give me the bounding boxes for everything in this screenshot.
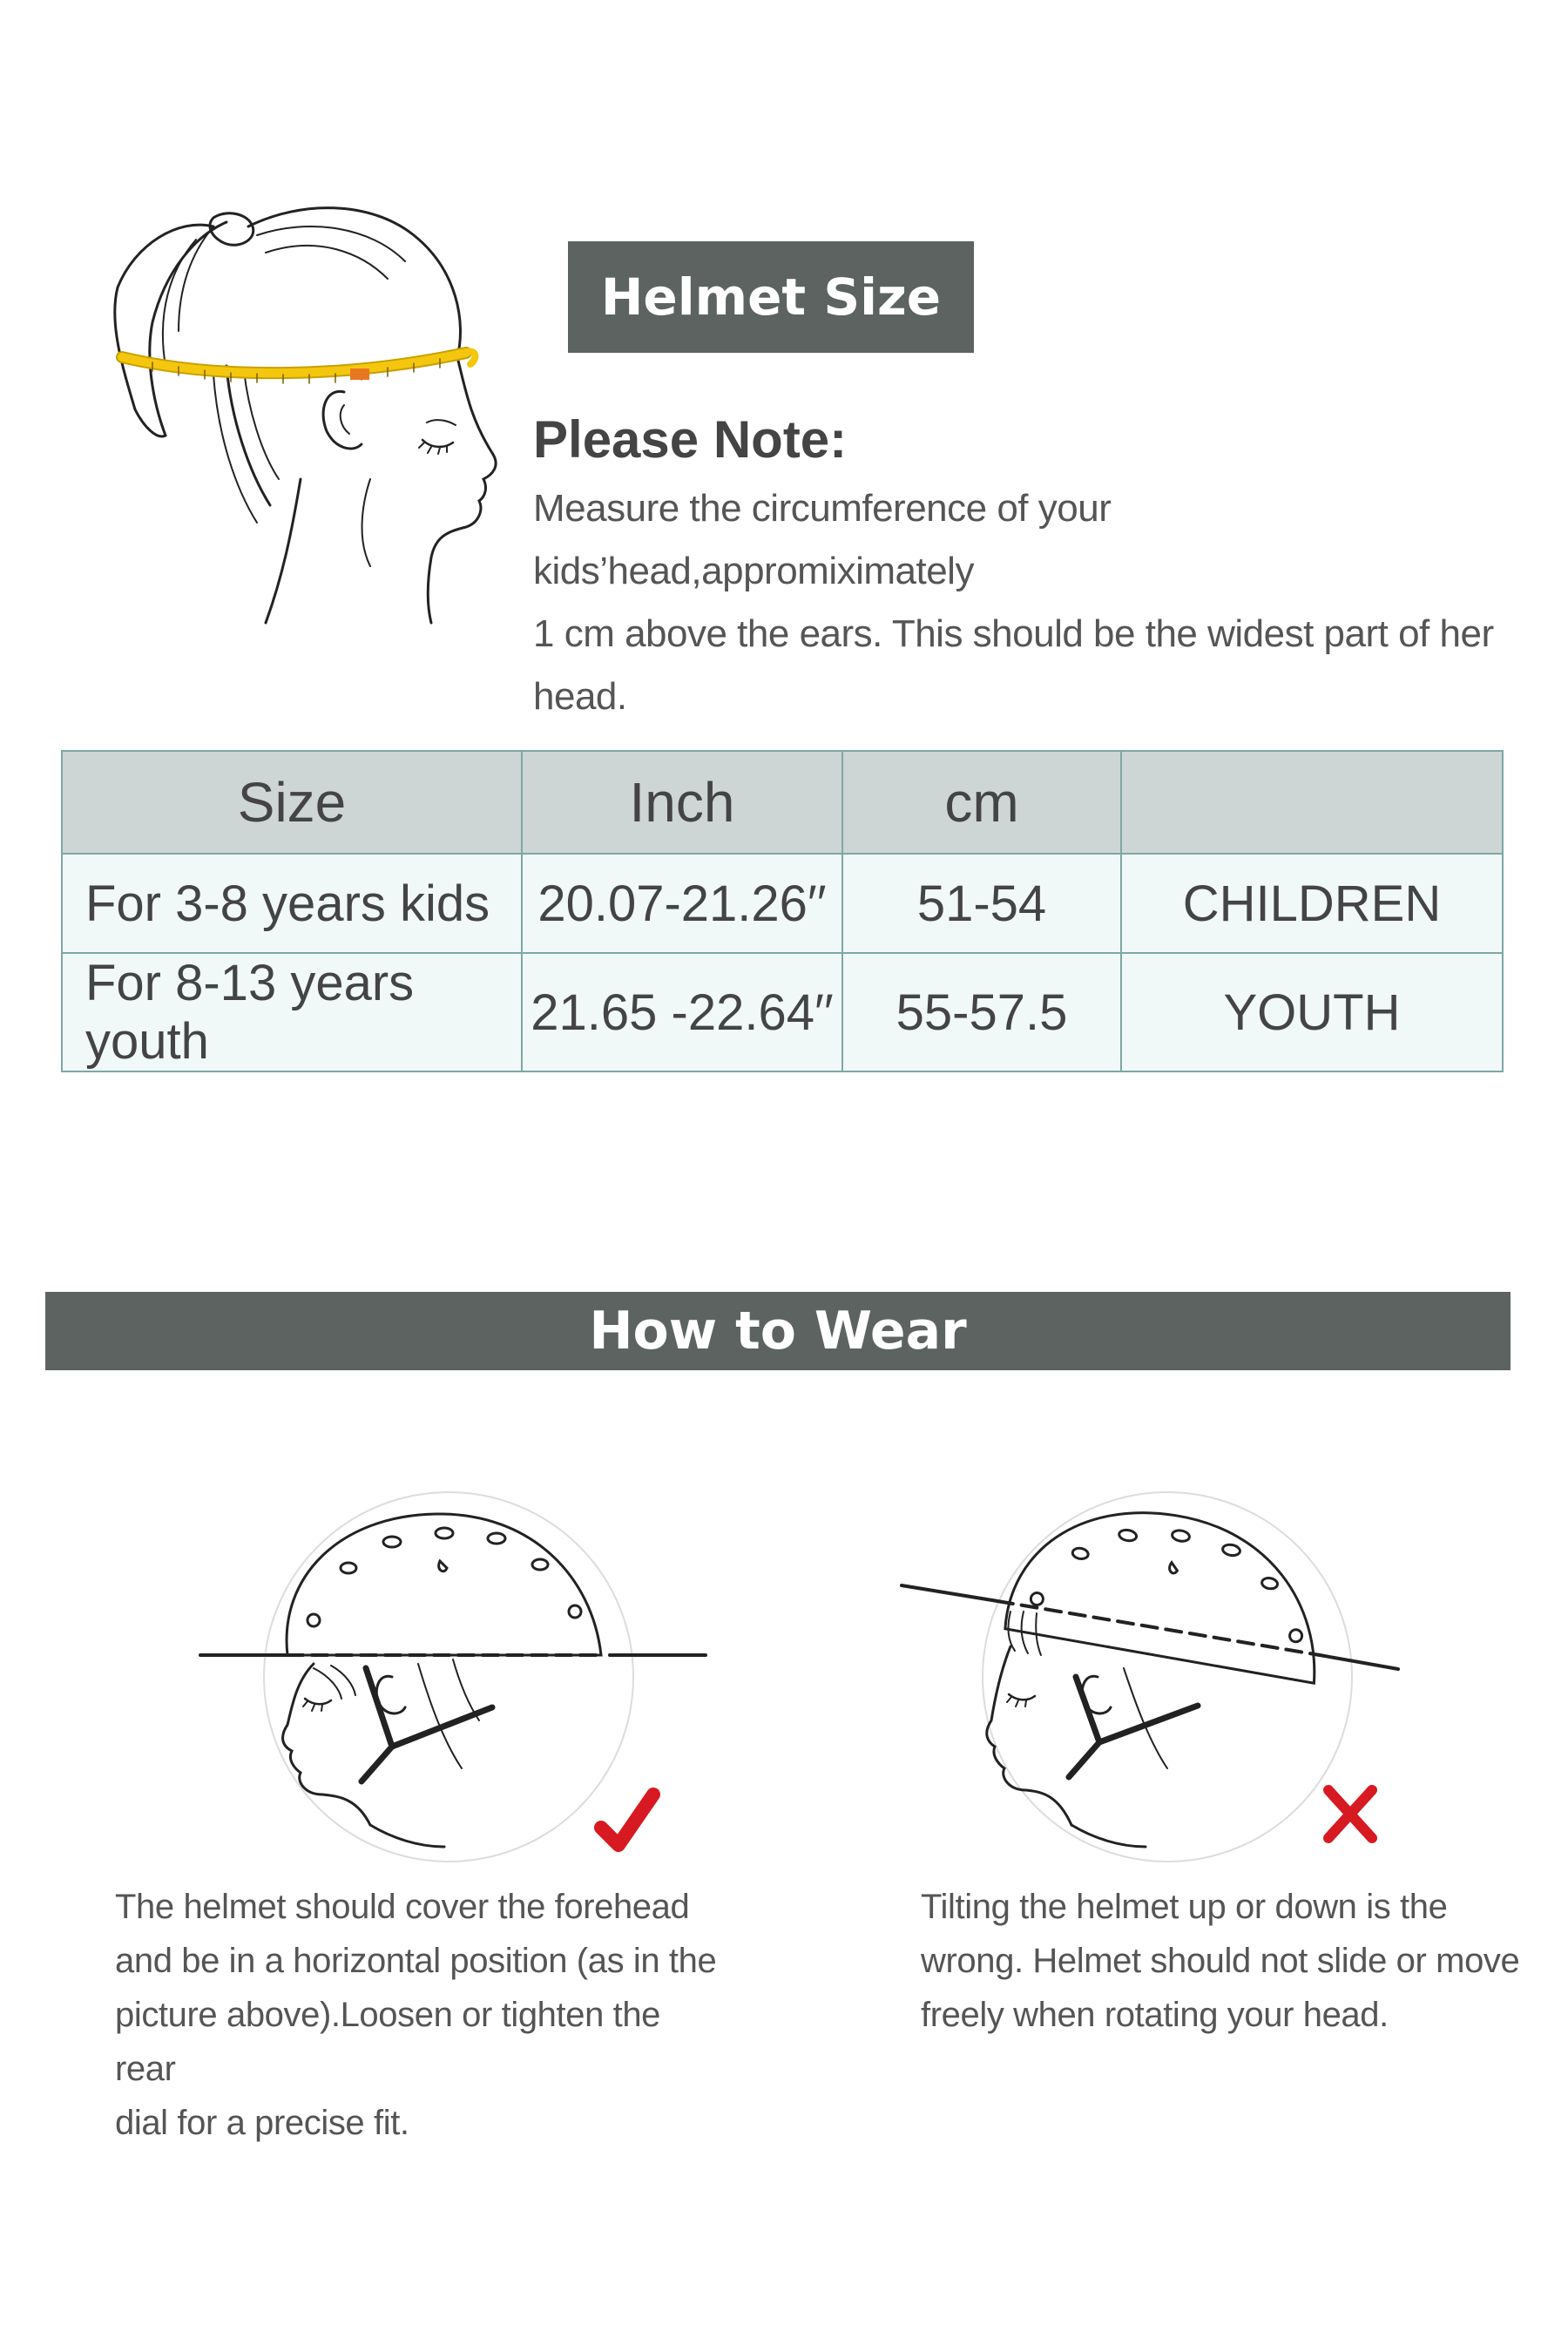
wrong-caption (921, 1880, 1531, 2042)
caption-line: wrong. Helmet should not slide or move (921, 1942, 1520, 1980)
note-text (533, 477, 1561, 728)
table-row (62, 953, 1503, 1071)
caption-line: The helmet should cover the forehead (115, 1888, 690, 1926)
check-icon (601, 1794, 653, 1845)
correct-caption (115, 1880, 725, 2150)
helmet-size-banner: Helmet Size (568, 241, 974, 353)
cross-icon (1328, 1790, 1372, 1838)
wrong-helmet-illustration (897, 1481, 1420, 1864)
measuring-tape-icon (122, 352, 475, 383)
caption-line: picture above).Loosen or tighten the rear (115, 1996, 661, 2088)
note-line: Measure the circumference of your kids’head,appromiximately (533, 487, 1112, 592)
caption-line: freely when rotating your head. (921, 1996, 1389, 2034)
caption-line: dial for a precise fit. (115, 2104, 409, 2142)
table-header-row (62, 751, 1503, 854)
header-category (1121, 751, 1503, 854)
size-cell: For 3-8 years kids (62, 854, 522, 953)
caption-line: and be in a horizontal position (as in the (115, 1942, 717, 1980)
cm-cell: 51-54 (842, 854, 1121, 953)
note-line: 1 cm above the ears. This should be the widest part of her head. (533, 612, 1494, 718)
cm-cell: 55-57.5 (842, 953, 1121, 1071)
how-to-wear-banner: How to Wear (45, 1292, 1511, 1370)
note-heading: Please Note: (533, 410, 848, 469)
category-cell: CHILDREN (1121, 854, 1503, 953)
header-cm: cm (842, 751, 1121, 854)
correct-helmet-illustration (192, 1481, 714, 1864)
size-cell: For 8-13 years youth (62, 953, 522, 1071)
table-row (62, 854, 1503, 953)
inch-cell: 20.07-21.26′′ (522, 854, 842, 953)
head-measuring-illustration (83, 192, 558, 627)
caption-line: Tilting the helmet up or down is the (921, 1888, 1448, 1926)
size-table (61, 750, 1504, 1072)
category-cell: YOUTH (1121, 953, 1503, 1071)
header-size: Size (62, 751, 522, 854)
header-inch: Inch (522, 751, 842, 854)
inch-cell: 21.65 -22.64′′ (522, 953, 842, 1071)
